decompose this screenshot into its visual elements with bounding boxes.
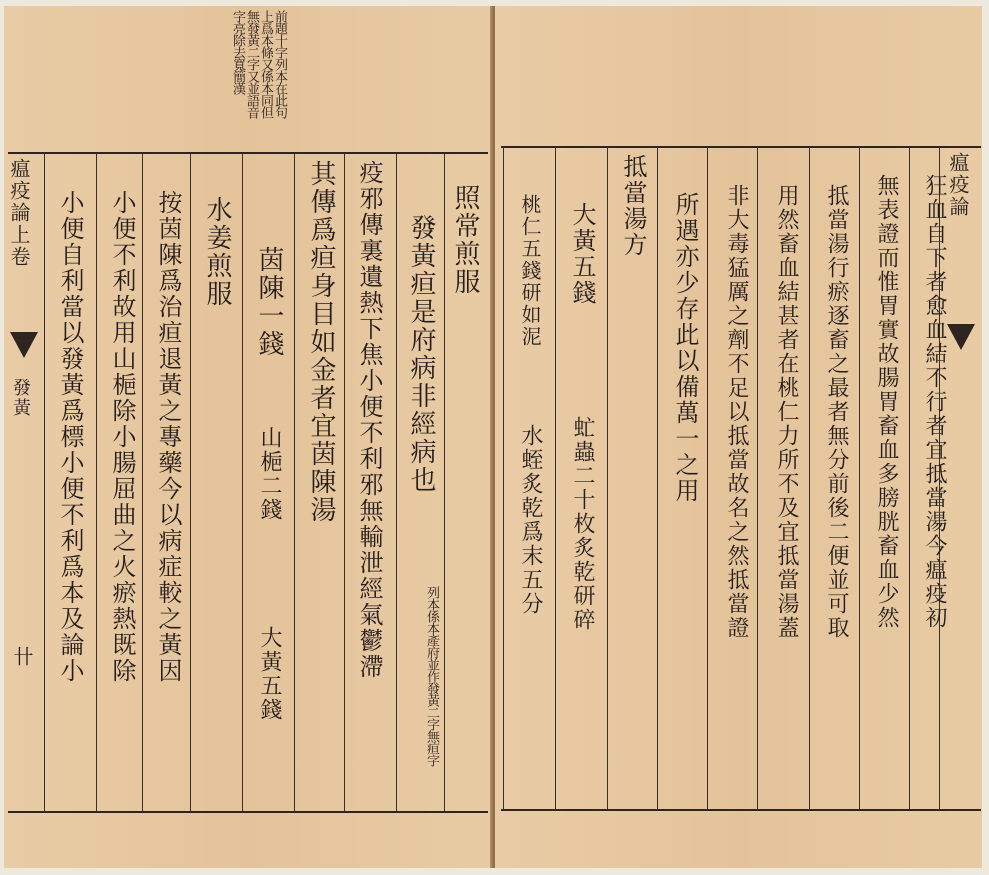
top-border xyxy=(8,152,488,154)
text-col-4: 其傳爲疸身目如金者宜茵陳湯 xyxy=(306,160,336,524)
ingredient-mengchong: 虻蟲二十枚炙乾研碎 xyxy=(570,416,595,632)
book-spread xyxy=(4,6,982,868)
col-rule xyxy=(859,147,860,809)
text-col-5: 茵陳一錢 xyxy=(254,246,284,358)
text-col-4: 用然畜血結甚者在桃仁力所不及宜抵當湯蓋 xyxy=(774,184,799,640)
fishtail-mark xyxy=(10,332,38,358)
fishtail-mark xyxy=(947,324,975,350)
ingredient-taoren: 桃仁五錢研如泥 xyxy=(518,194,542,348)
text-col-1: 照常煎服 xyxy=(450,184,480,296)
ingredient-a: 山梔二錢 xyxy=(257,426,282,522)
text-col-9: 小便自利當以發黃爲標小便不利爲本及論小 xyxy=(56,190,84,684)
bottom-border xyxy=(501,809,981,811)
col-rule xyxy=(294,154,295,811)
col-rule xyxy=(909,147,910,809)
col-rule xyxy=(344,154,345,811)
ingredient-shuizhi: 水蛭炙乾爲末五分 xyxy=(518,424,543,616)
bottom-border xyxy=(8,811,488,813)
col-rule xyxy=(444,154,445,811)
col-rule xyxy=(190,154,191,811)
text-col-2: 發黃疸是府病非經病也 xyxy=(406,214,436,494)
text-col-2: 無表證而惟胃實故腸胃畜血多膀胱畜血少然 xyxy=(874,174,899,630)
col-rule xyxy=(396,154,397,811)
col-rule xyxy=(707,147,708,809)
col-rule xyxy=(142,154,143,811)
text-col-1: 狂血自下者愈血結不行者宜抵當湯今瘟疫初 xyxy=(922,174,947,630)
formula-title: 抵當湯方 xyxy=(619,154,647,258)
margin-title: 瘟疫論 xyxy=(946,152,970,218)
text-col-3: 抵當湯行瘀逐畜之最者無分前後二便並可取 xyxy=(824,184,849,640)
ingredient-dahuang: 大黃五錢 xyxy=(568,202,596,306)
margin-section: 發黃 xyxy=(10,378,31,418)
left-page xyxy=(4,6,492,868)
text-col-6: 所遇亦少存此以備萬一之用 xyxy=(671,192,699,504)
margin-rule xyxy=(44,152,45,812)
col-rule xyxy=(555,147,556,809)
text-col-6: 水姜煎服 xyxy=(202,196,232,308)
text-col-8: 小便不利故用山梔除小腸屈曲之火瘀熱既除 xyxy=(108,190,136,684)
col-rule xyxy=(657,147,658,809)
col-rule xyxy=(96,154,97,811)
col-rule xyxy=(809,147,810,809)
top-note-4: 字亮除去寬簡漢 xyxy=(230,10,245,94)
inline-note: 列本係本產府並作發黃二字無疸字 xyxy=(424,586,439,766)
top-note-1: 前題十字列本在此句 xyxy=(272,10,287,118)
left-border xyxy=(503,147,504,809)
margin-title: 瘟疫論上卷 xyxy=(7,158,31,268)
col-rule xyxy=(607,147,608,809)
col-rule xyxy=(242,154,243,811)
margin-page-number: 卄 xyxy=(10,646,34,668)
text-col-3: 疫邪傳裏遺熱下焦小便不利邪無輸泄經氣鬱滯 xyxy=(355,160,383,680)
text-col-5: 非大毒猛厲之劑不足以抵當故名之然抵當證 xyxy=(724,184,749,640)
ingredient-b: 大黃五錢 xyxy=(257,626,282,722)
right-page xyxy=(495,6,982,868)
top-note-2: 上爲本條又係本同但 xyxy=(258,10,273,118)
text-col-7: 按茵陳爲治疸退黃之專藥今以病症較之黃因 xyxy=(154,190,182,684)
col-rule xyxy=(757,147,758,809)
top-note-3: 無發黃二字又並語音 xyxy=(244,10,259,118)
